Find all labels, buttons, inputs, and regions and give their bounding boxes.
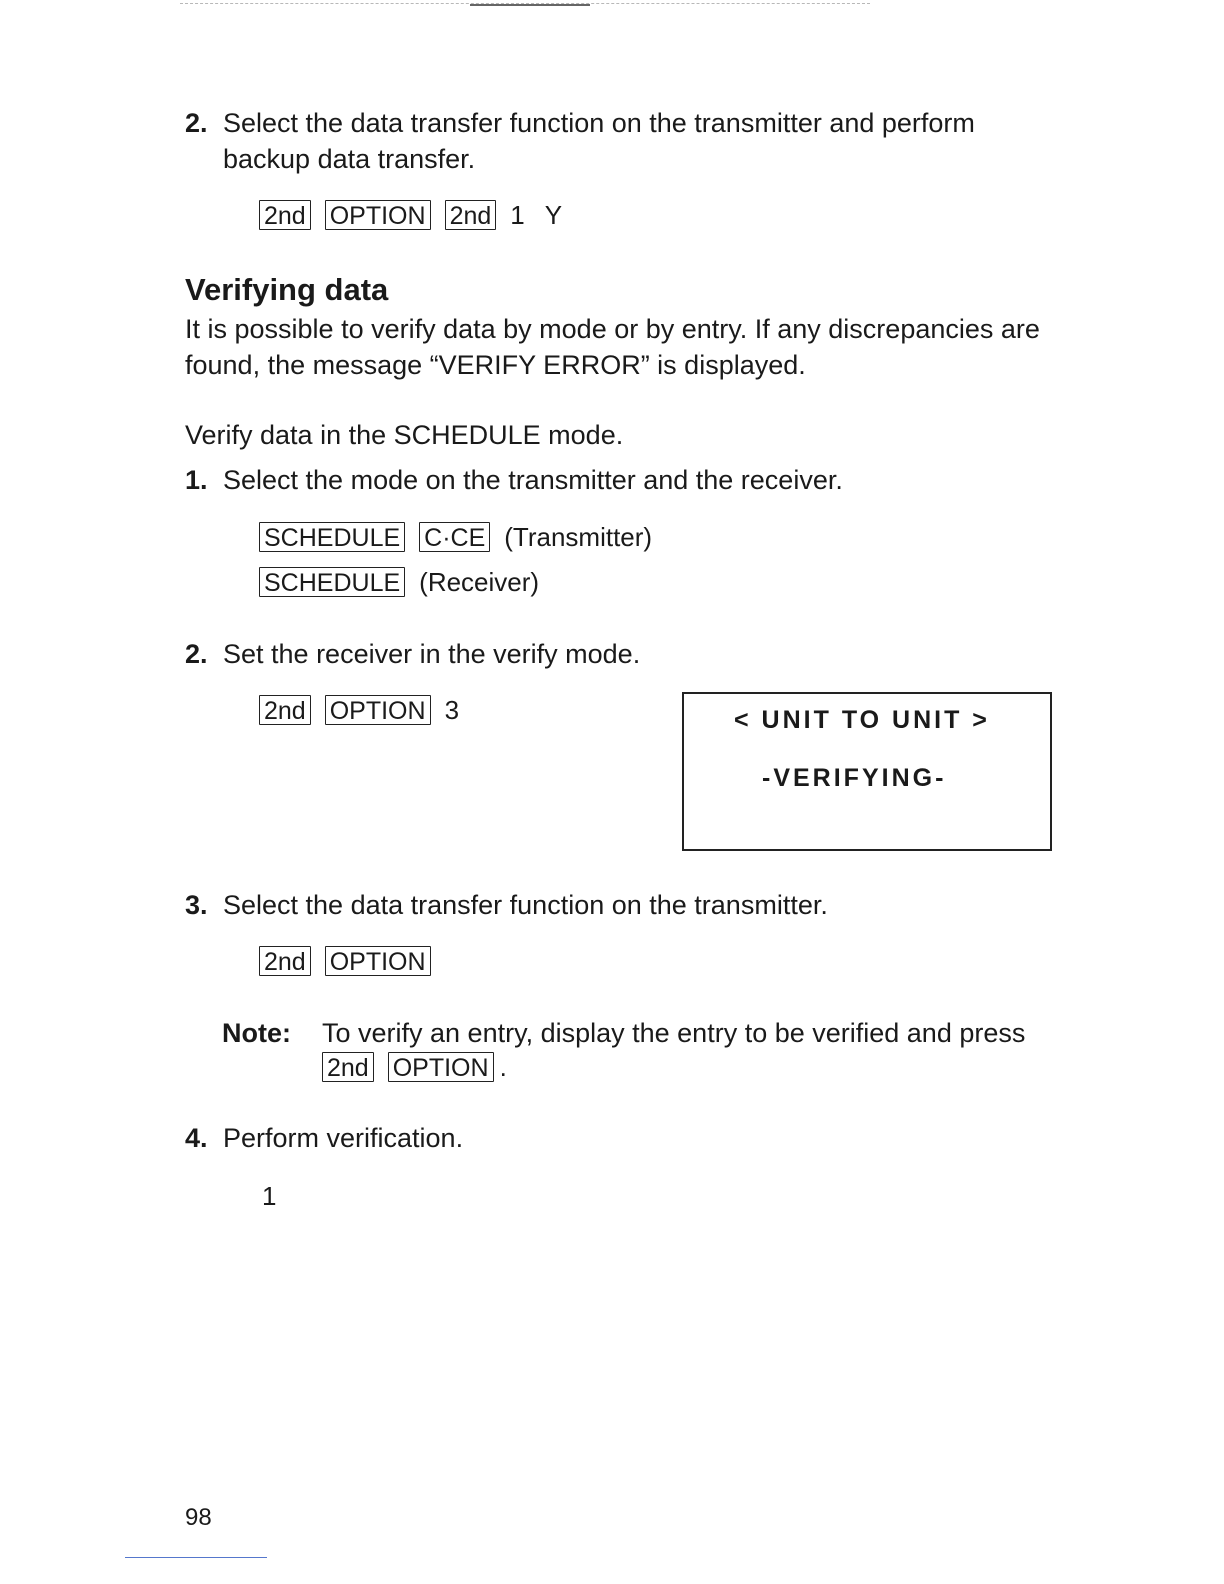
key-2nd[interactable]: 2nd	[445, 200, 497, 230]
step-number: 4.	[185, 1123, 208, 1153]
step-text: Set the receiver in the verify mode.	[223, 639, 641, 669]
transmitter-label: (Transmitter)	[504, 521, 653, 552]
step-text: Select the data transfer function on the transmitter and perform backup data transfer.	[223, 108, 975, 174]
key-sequence-perform	[262, 1180, 296, 1212]
section-lead: Verify data in the SCHEDULE mode.	[185, 420, 624, 450]
step-number: 2.	[185, 639, 208, 669]
step-number: 2.	[185, 108, 208, 138]
key-c-ce[interactable]: C·CE	[419, 522, 490, 552]
note-end: .	[499, 1051, 507, 1082]
key-option[interactable]: OPTION	[325, 695, 431, 725]
receiver-label: (Receiver)	[419, 566, 540, 597]
key-2nd[interactable]: 2nd	[259, 200, 311, 230]
key-sequence-receiver	[259, 566, 559, 598]
key-schedule[interactable]: SCHEDULE	[259, 522, 405, 552]
key-2nd[interactable]: 2nd	[259, 946, 311, 976]
key-input-3: 3	[444, 694, 460, 725]
key-2nd[interactable]: 2nd	[259, 695, 311, 725]
key-option[interactable]: OPTION	[388, 1052, 494, 1082]
lcd-display	[682, 692, 1052, 851]
key-input-y: Y	[544, 199, 563, 230]
top-rule-mark	[470, 4, 590, 6]
step-number: 3.	[185, 890, 208, 920]
section-heading: Verifying data	[185, 272, 389, 307]
bottom-rule	[125, 1557, 267, 1558]
step-text: Select the data transfer function on the transmitter.	[223, 890, 828, 920]
step-text: Perform verification.	[223, 1123, 464, 1153]
step-text: Select the mode on the transmitter and the receiver.	[223, 465, 843, 495]
lcd-line-title: < UNIT TO UNIT >	[734, 706, 990, 734]
key-sequence-verify	[259, 694, 479, 726]
page-number: 98	[185, 1504, 212, 1531]
key-schedule[interactable]: SCHEDULE	[259, 567, 405, 597]
key-2nd[interactable]: 2nd	[322, 1052, 374, 1082]
key-sequence-backup	[259, 199, 582, 231]
note-text: To verify an entry, display the entry to be verified and press	[322, 1018, 1026, 1048]
key-sequence-note	[322, 1051, 527, 1083]
key-sequence-transfer	[259, 945, 445, 977]
key-sequence-transmitter	[259, 521, 672, 553]
key-input-1: 1	[510, 199, 525, 230]
key-option[interactable]: OPTION	[325, 946, 431, 976]
key-option[interactable]: OPTION	[325, 200, 431, 230]
section-intro: It is possible to verify data by mode or by entry. If any discrepancies are found, the message “VERIFY ERROR” is displayed.	[185, 314, 1040, 380]
lcd-line-status: -VERIFYING-	[762, 764, 947, 792]
note-label: Note:	[222, 1018, 291, 1048]
step-number: 1.	[185, 465, 208, 495]
key-input-1: 1	[262, 1180, 277, 1211]
